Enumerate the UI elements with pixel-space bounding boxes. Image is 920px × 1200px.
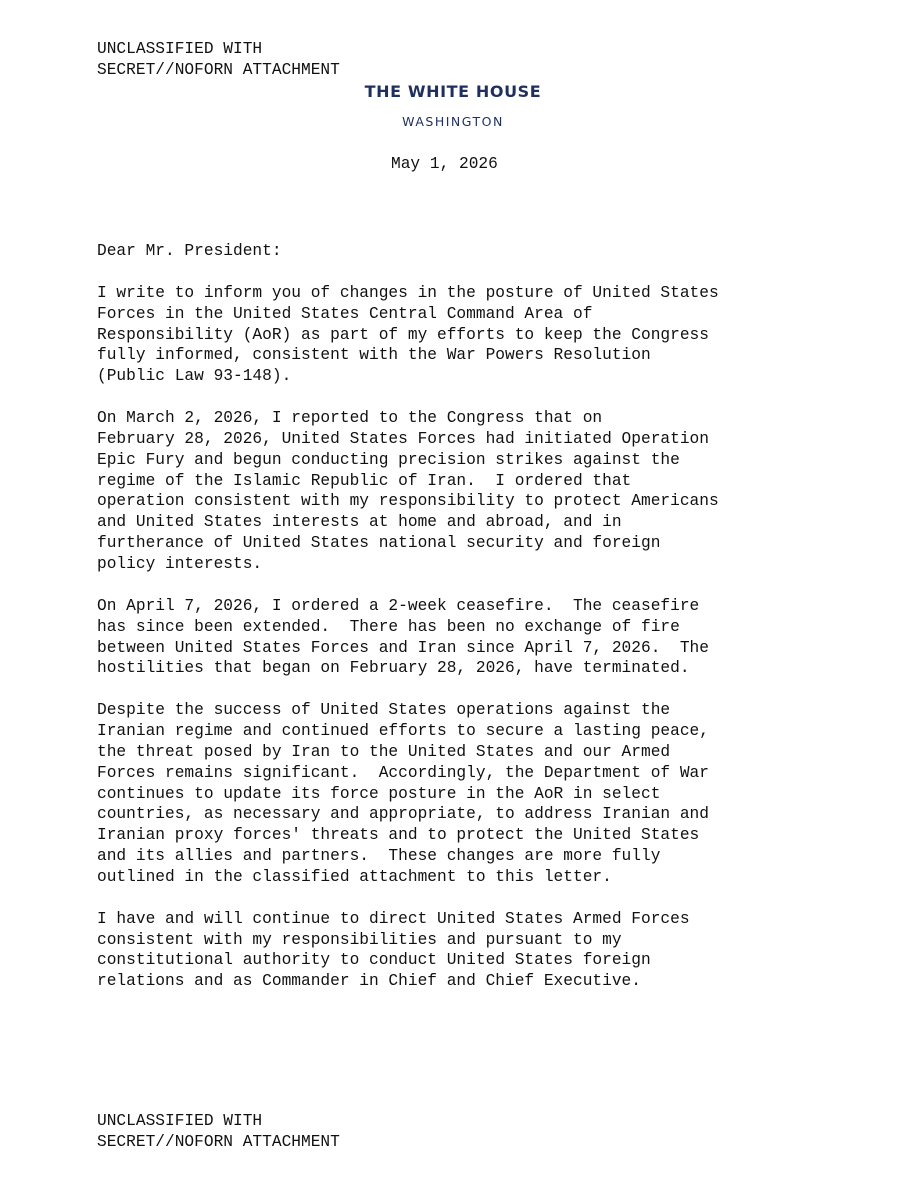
text-line: relations and as Commander in Chief and Chief Executive. (97, 972, 641, 991)
text-line: operation consistent with my responsibility to protect Americans (97, 492, 719, 511)
text-line: furtherance of United States national security and foreign (97, 534, 661, 553)
text-line: countries, as necessary and appropriate, to address Iranian and (97, 805, 709, 824)
text-line: Despite the success of United States operations against the (97, 701, 671, 720)
text-line: consistent with my responsibilities and pursuant to my (97, 930, 622, 949)
classification-marking-top (97, 39, 340, 81)
text-line: has since been extended. There has been no exchange of fire (97, 617, 680, 636)
text-line: February 28, 2026, United States Forces had initiated Operation (97, 429, 709, 448)
classification-marking-bottom (97, 1111, 340, 1153)
text-line: On March 2, 2026, I reported to the Congress that on (97, 409, 603, 428)
text-line: continues to update its force posture in the AoR in select (97, 784, 661, 803)
paragraph-4 (97, 700, 897, 888)
text-line: hostilities that began on February 28, 2026, have terminated. (97, 659, 690, 678)
classification-line: SECRET//NOFORN ATTACHMENT (97, 1133, 340, 1151)
text-line: policy interests. (97, 554, 263, 573)
paragraph-2 (97, 408, 897, 575)
text-line: and its allies and partners. These changes are more fully (97, 847, 661, 866)
text-line: I have and will continue to direct United States Armed Forces (97, 909, 690, 928)
text-line: I write to inform you of changes in the posture of United States (97, 283, 719, 302)
classification-line: UNCLASSIFIED WITH (97, 1112, 263, 1130)
text-line: between United States Forces and Iran since April 7, 2026. The (97, 638, 709, 657)
paragraph-1 (97, 283, 897, 387)
text-line: outlined in the classified attachment to this letter. (97, 867, 612, 886)
paragraph-3 (97, 596, 897, 679)
classification-line: UNCLASSIFIED WITH (97, 40, 263, 58)
text-line: fully informed, consistent with the War Powers Resolution (97, 346, 651, 365)
letterhead-subtitle: WASHINGTON (402, 114, 504, 129)
text-line: Iranian proxy forces' threats and to protect the United States (97, 826, 700, 845)
text-line: Forces in the United States Central Command Area of (97, 304, 593, 323)
text-line: Epic Fury and begun conducting precision strikes against the (97, 450, 680, 469)
letterhead (0, 82, 906, 130)
text-line: and United States interests at home and abroad, and in (97, 513, 622, 532)
letter-body (97, 241, 897, 1013)
text-line: Responsibility (AoR) as part of my efforts to keep the Congress (97, 325, 709, 344)
text-line: (Public Law 93-148). (97, 367, 292, 386)
text-line: Iranian regime and continued efforts to secure a lasting peace, (97, 722, 709, 741)
text-line: Forces remains significant. Accordingly, the Department of War (97, 763, 709, 782)
letterhead-title: THE WHITE HOUSE (364, 82, 542, 101)
paragraph-5 (97, 909, 897, 992)
text-line: the threat posed by Iran to the United States and our Armed (97, 742, 671, 761)
classification-line: SECRET//NOFORN ATTACHMENT (97, 61, 340, 79)
text-line: On April 7, 2026, I ordered a 2-week ceasefire. The ceasefire (97, 596, 700, 615)
salutation: Dear Mr. President: (97, 242, 282, 260)
letter-date: May 1, 2026 (391, 155, 498, 173)
text-line: regime of the Islamic Republic of Iran. I ordered that (97, 471, 632, 490)
text-line: constitutional authority to conduct United States foreign (97, 951, 651, 970)
